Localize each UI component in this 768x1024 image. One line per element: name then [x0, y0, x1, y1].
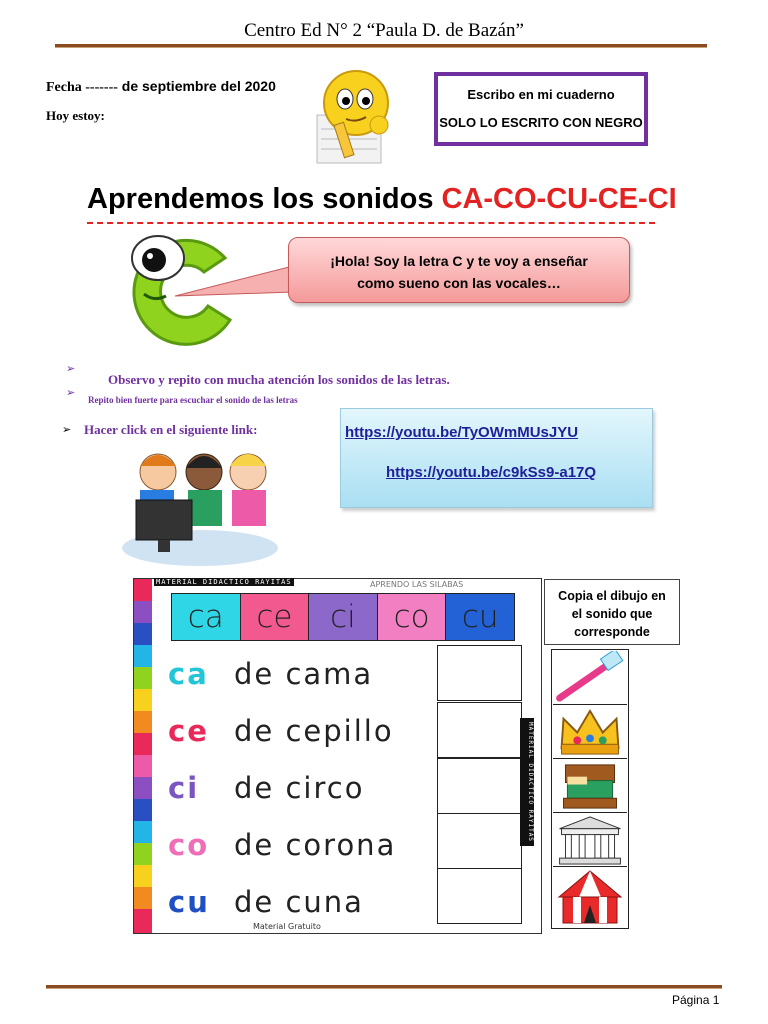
word-row [168, 759, 438, 817]
instruction-click: Hacer click en el siguiente link: [84, 422, 258, 437]
word-row [168, 702, 438, 760]
color-strip [134, 579, 152, 933]
row-word: de corona [234, 828, 397, 862]
building-icon [553, 813, 627, 867]
title-prefix: Aprendemos los sonidos [87, 183, 442, 215]
drawing-box[interactable] [437, 868, 522, 924]
row-syllable: ca [168, 657, 209, 691]
kids-computer-icon [120, 438, 280, 568]
syllable-cell: ce [241, 594, 310, 640]
word-row [168, 645, 438, 703]
header-divider [55, 44, 707, 48]
title-highlight: CA-CO-CU-CE-CI [441, 183, 677, 215]
row-word: de cuna [234, 885, 364, 919]
row-syllable: co [168, 828, 210, 862]
syllables-row [171, 593, 515, 641]
crown-icon [553, 705, 627, 759]
footer-divider [46, 985, 722, 989]
worksheet-footer: Material Gratuito [253, 922, 321, 931]
drawing-box[interactable] [437, 758, 522, 814]
row-word: de circo [234, 771, 365, 805]
speech-bubble [288, 237, 630, 303]
copy-instruction-box [544, 579, 680, 645]
instruction-repeat: Repito bien fuerte para escuchar el sonido de las letras [88, 395, 298, 405]
page-header-title: Centro Ed N° 2 “Paula D. de Bazán” [244, 20, 524, 41]
syllable-cell: ca [172, 594, 241, 640]
row-syllable: ce [168, 714, 209, 748]
page-number: Página 1 [672, 993, 720, 1007]
youtube-link-2[interactable]: https://youtu.be/c9kSs9-a17Q [386, 464, 597, 481]
notebook-line-1: Escribo en mi cuaderno [467, 87, 615, 102]
page-title [87, 183, 677, 216]
copy-line-1: Copia el dibujo en [558, 589, 666, 603]
youtube-link-1[interactable]: https://youtu.be/TyOWmMUsJYU [345, 424, 579, 441]
notebook-instructions-box [434, 72, 648, 146]
drawing-box[interactable] [437, 645, 522, 701]
title-underline [87, 222, 655, 224]
date-line [46, 78, 276, 96]
video-links-box [340, 408, 653, 508]
bullet-arrow-icon: ➢ [62, 423, 72, 436]
word-row [168, 816, 438, 874]
worksheet-brand: MATERIAL DIDACTICO RAYITAS [156, 578, 292, 586]
speech-bubble-tail [175, 262, 295, 302]
notebook-line-2: SOLO LO ESCRITO CON NEGRO [439, 115, 643, 130]
bubble-line-1: ¡Hola! Soy la letra C y te voy a enseñar [330, 253, 588, 269]
bed-icon [553, 759, 627, 813]
toothbrush-icon [553, 651, 627, 705]
date-label: Fecha ------- [46, 80, 118, 95]
worksheet-side-brand: MATERIAL DIDACTICO RAYITAS [520, 718, 534, 846]
mood-label: Hoy estoy: [46, 108, 105, 123]
syllable-cell: cu [446, 594, 514, 640]
drawing-box[interactable] [437, 813, 522, 869]
syllable-cell: co [378, 594, 447, 640]
row-syllable: ci [168, 771, 200, 805]
syllable-cell: ci [309, 594, 378, 640]
copy-line-2: el sonido que [571, 607, 653, 621]
bullet-arrow-icon: ➢ [66, 362, 76, 375]
row-syllable: cu [168, 885, 210, 919]
date-month: de septiembre del 2020 [117, 78, 276, 94]
row-word: de cepillo [234, 714, 394, 748]
row-word: de cama [234, 657, 374, 691]
bullet-arrow-icon: ➢ [66, 386, 76, 399]
instruction-observe: Observo y repito con mucha atención los sonidos de las letras. [108, 372, 450, 387]
worksheet-heading: APRENDO LAS SILABAS [370, 580, 464, 589]
circus-tent-icon [553, 867, 627, 927]
bubble-line-2: como sueno con las vocales… [357, 275, 561, 291]
copy-line-3: corresponde [574, 625, 650, 639]
thinking-smiley-icon [313, 67, 399, 165]
drawing-box[interactable] [437, 702, 522, 758]
